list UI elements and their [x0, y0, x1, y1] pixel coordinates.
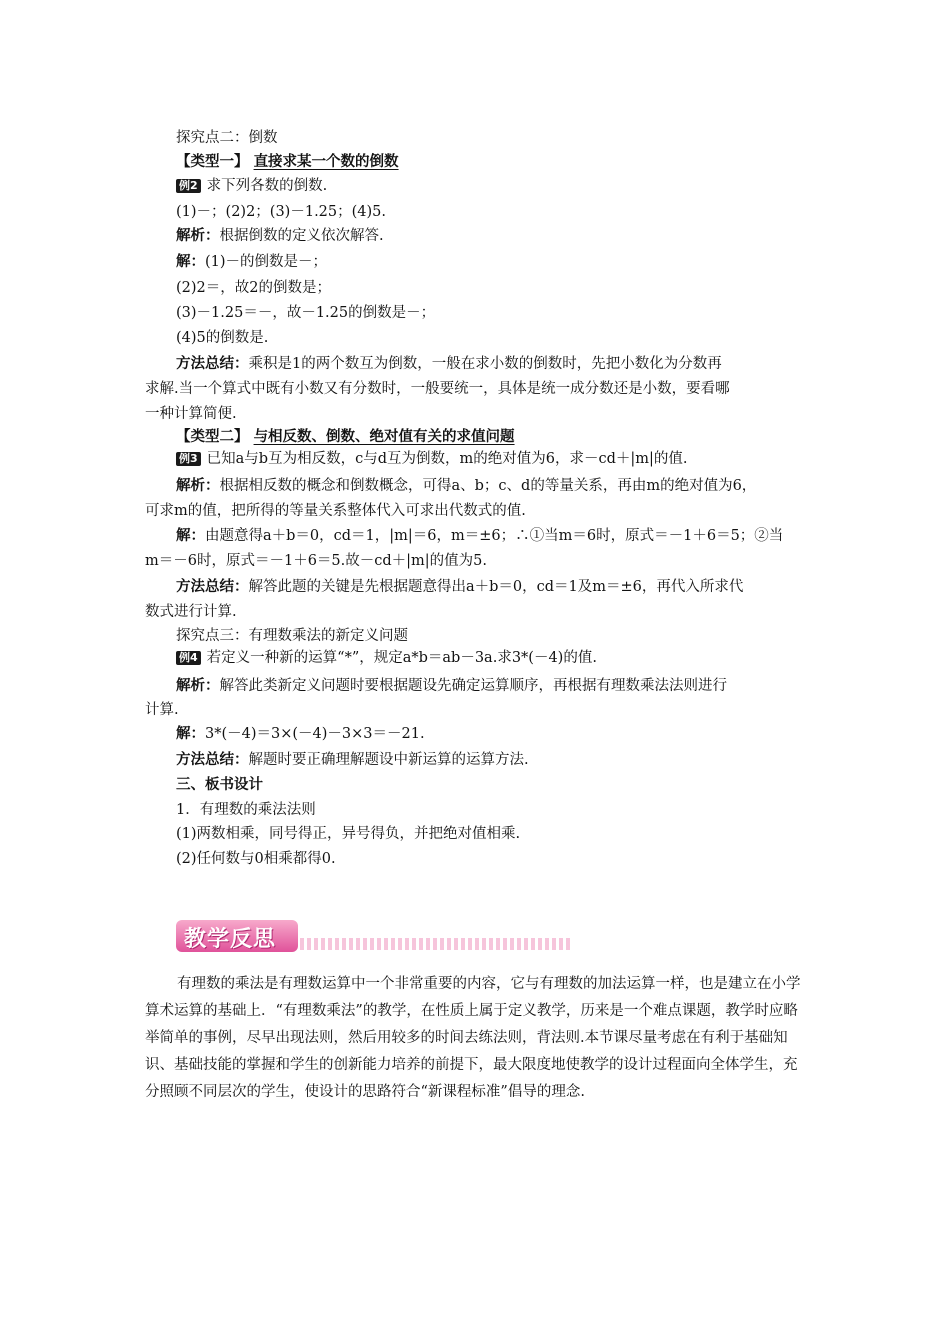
analysis-text: 解答此类新定义问题时要根据题设先确定运算顺序，再根据有理数乘法法则进行 — [219, 678, 727, 694]
section-3-title: 探究点三：有理数乘法的新定义问题 — [176, 628, 408, 644]
example-2-solution-2: (2)2＝，故2的倒数是； — [176, 280, 331, 296]
type-1-heading — [176, 150, 399, 174]
section-2-title — [176, 126, 278, 150]
analysis-text: 根据倒数的定义依次解答. — [219, 228, 384, 244]
type-2-heading — [176, 425, 515, 449]
example-3-text: 已知a与b互为相反数，c与d互为倒数，m的绝对值为6，求－cd＋|m|的值. — [206, 451, 688, 467]
example-2-solution-3: (3)－1.25＝－，故－1.25的倒数是－； — [176, 305, 436, 321]
analysis-text: 根据相反数的概念和倒数概念，可得a、b；c、d的等量关系，再由m的绝对值为6， — [219, 478, 757, 494]
method-text: 解题时要正确理解题设中新运算的运算方法. — [248, 752, 529, 768]
example-2-method-line-3: 一种计算简便. — [145, 406, 237, 422]
example-4-question — [176, 646, 597, 670]
example-2-analysis — [176, 224, 384, 248]
method-label: 方法总结： — [176, 751, 249, 768]
example-2-tag: 例2 — [176, 179, 201, 193]
example-4-analysis-line-1 — [176, 674, 727, 698]
reflection-heading-banner — [176, 920, 571, 954]
type-2-title: 与相反数、倒数、绝对值有关的求值问题 — [253, 428, 515, 445]
reflection-paragraph: 有理数的乘法是有理数运算中一个非常重要的内容，它与有理数的加法运算一样，也是建立在小学算术运算的基础上．“有理数乘法”的教学，在性质上属于定义教学，历来是一个难点课题，教学时应略举简单的事例，尽早出现法则，然后用较多的时间去练法则，背法则.本节课尽量考虑在有利于基础知识、基础技能的掌握和学生的创新能力培养的前提下，最大限度地使教学的设计过程面向全体学生，充分照顾不同层次的学生，使设计的思路符合“新课程标准”倡导的理念. — [145, 976, 801, 1100]
example-2-question — [176, 174, 327, 198]
example-3-method-line-2: 数式进行计算. — [145, 604, 237, 620]
example-2-method-line-2: 求解.当一个算式中既有小数又有分数时，一般要统一，具体是统一成分数还是小数，要看哪 — [145, 381, 730, 397]
example-3-tag: 例3 — [176, 452, 201, 466]
type-1-bracket: 【类型一】 — [176, 153, 249, 170]
solution-text: (1)－的倒数是－； — [205, 254, 328, 270]
reflection-heading-dotted-line — [300, 938, 570, 950]
example-4-method — [176, 748, 529, 772]
type-2-bracket: 【类型二】 — [176, 428, 249, 445]
analysis-label: 解析： — [176, 227, 220, 244]
method-text: 解答此题的关键是先根据题意得出a＋b＝0，cd＝1及m＝±6，再代入所求代 — [248, 579, 744, 595]
board-item-1b: (2)任何数与0相乘都得0. — [176, 851, 336, 867]
example-3-method-line-1 — [176, 575, 743, 599]
example-4-solution — [176, 722, 425, 746]
method-label: 方法总结： — [176, 578, 249, 595]
analysis-label: 解析： — [176, 477, 220, 494]
type-1-title: 直接求某一个数的倒数 — [253, 153, 399, 170]
solution-text: 由题意得a＋b＝0，cd＝1，|m|＝6，m＝±6；∴①当m＝6时，原式＝－1＋6＝5；②当 — [205, 528, 784, 544]
method-label: 方法总结： — [176, 355, 249, 372]
example-2-solution-1 — [176, 250, 327, 274]
solution-text: 3*(－4)＝3×(－4)－3×3＝－21. — [205, 726, 425, 742]
example-3-solution-line-2: m＝－6时，原式＝－1＋6＝5.故－cd＋|m|的值为5. — [145, 553, 488, 569]
example-2-method-line-1 — [176, 352, 722, 376]
board-item-1a: (1)两数相乘，同号得正，异号得负，并把绝对值相乘. — [176, 826, 521, 842]
solution-label: 解： — [176, 725, 205, 742]
board-design-title: 三、板书设计 — [176, 776, 263, 793]
board-item-1: 1．有理数的乘法法则 — [176, 802, 316, 818]
example-2-solution-4: (4)5的倒数是. — [176, 330, 269, 346]
example-4-analysis-line-2: 计算. — [145, 702, 179, 718]
example-3-solution-line-1 — [176, 524, 783, 548]
example-3-question — [176, 447, 688, 471]
reflection-heading: 教学反思 — [184, 927, 277, 952]
analysis-label: 解析： — [176, 677, 220, 694]
example-4-tag: 例4 — [176, 651, 201, 665]
example-3-analysis-line-1 — [176, 474, 756, 498]
solution-label: 解： — [176, 253, 205, 270]
example-2-text: 求下列各数的倒数. — [206, 178, 328, 194]
example-3-analysis-line-2: 可求m的值，把所得的等量关系整体代入可求出代数式的值. — [145, 503, 526, 519]
section-2-title-text: 探究点二：倒数 — [176, 130, 278, 146]
solution-label: 解： — [176, 527, 205, 544]
method-text: 乘积是1的两个数互为倒数，一般在求小数的倒数时，先把小数化为分数再 — [248, 356, 722, 372]
example-2-items: (1)－；(2)2；(3)－1.25；(4)5. — [176, 204, 387, 220]
example-4-text: 若定义一种新的运算“*”，规定a*b＝ab－3a.求3*(－4)的值. — [206, 650, 597, 666]
